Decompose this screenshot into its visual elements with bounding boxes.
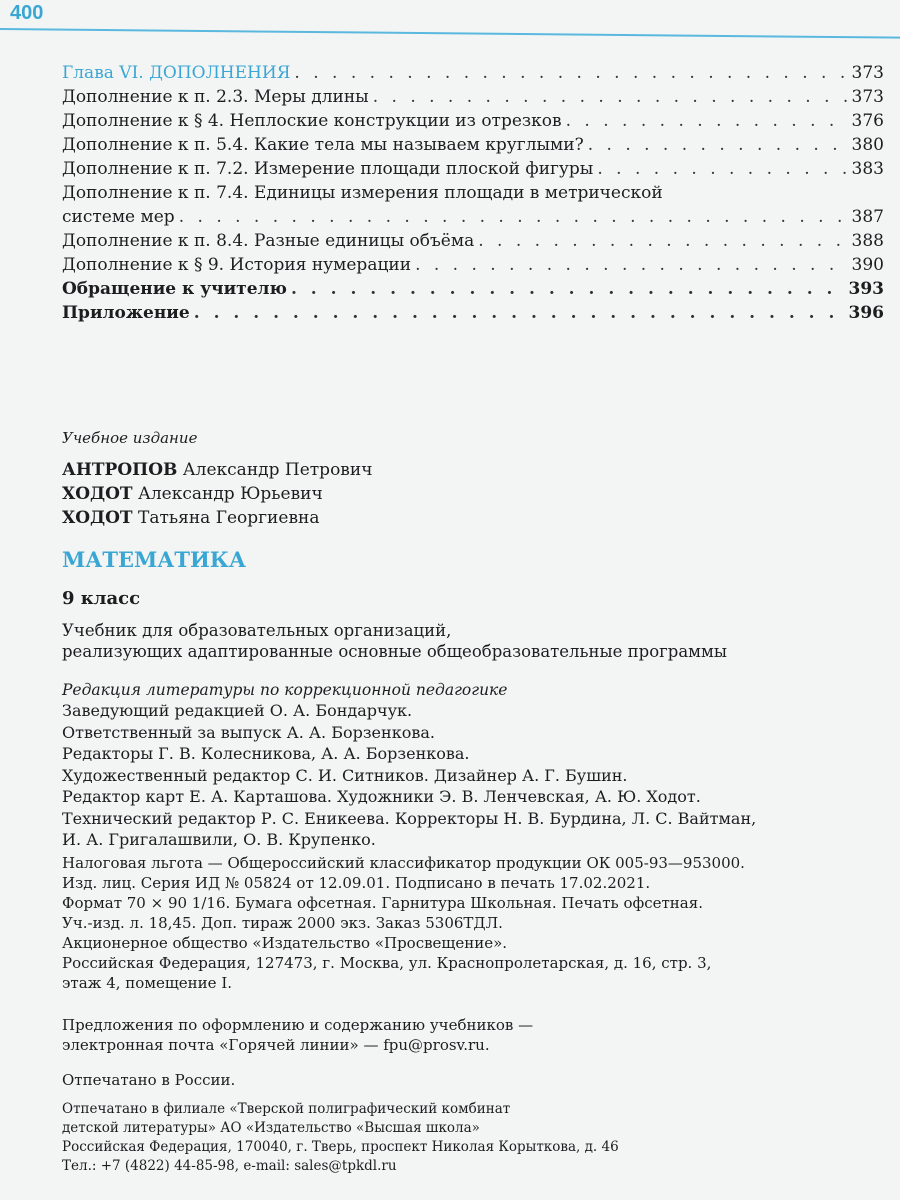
toc-title: системе мер xyxy=(62,207,175,227)
author xyxy=(62,458,862,482)
technical-info xyxy=(62,853,862,933)
toc-title: Дополнение к § 4. Неплоские конструкции из отрезков xyxy=(62,111,562,131)
author-surname: ХОДОТ xyxy=(62,484,133,504)
toc-entry xyxy=(62,228,884,252)
toc-page: 388 xyxy=(851,231,884,251)
staff-line: Ответственный за выпуск А. А. Борзенкова. xyxy=(62,722,435,742)
author xyxy=(62,506,862,530)
toc-page: 393 xyxy=(848,279,884,299)
staff-list xyxy=(62,700,862,851)
toc-page: 387 xyxy=(851,207,884,227)
toc-page: 373 xyxy=(851,87,884,107)
staff-line: Технический редактор Р. С. Еникеева. Корректоры Н. В. Бурдина, Л. С. Вайтман, xyxy=(62,808,757,828)
toc-title: Дополнение к п. 8.4. Разные единицы объёма xyxy=(62,231,475,251)
header-rule xyxy=(0,28,900,39)
toc-entry xyxy=(62,108,884,132)
toc-entry-cont xyxy=(62,204,884,228)
author-name: Александр Петрович xyxy=(182,460,373,480)
publisher-line: Акционерное общество «Издательство «Просвещение». xyxy=(62,934,508,952)
toc-entry xyxy=(62,60,884,84)
staff-line: Художественный редактор С. И. Ситников. Дизайнер А. Г. Бушин. xyxy=(62,765,628,785)
author xyxy=(62,482,862,506)
author-surname: ХОДОТ xyxy=(62,508,133,528)
staff-line: Редактор карт Е. А. Карташова. Художники Э. В. Ленчевская, А. Ю. Ходот. xyxy=(62,787,701,806)
toc-title: Глава VI. ДОПОЛНЕНИЯ xyxy=(62,63,291,83)
toc-page: 373 xyxy=(851,63,884,83)
toc-page: 380 xyxy=(851,135,884,155)
suggestions-line: Предложения по оформлению и содержанию учебников — xyxy=(62,1016,534,1034)
toc-entry xyxy=(62,180,884,204)
toc-entry xyxy=(62,252,884,276)
description xyxy=(62,620,862,662)
suggestions-line: электронная почта «Горячей линии» — fpu@prosv.ru. xyxy=(62,1036,490,1054)
staff-line: Редакторы Г. В. Колесникова, А. А. Борзенкова. xyxy=(62,744,470,763)
toc-page: 390 xyxy=(851,255,884,275)
tech-line: Формат 70 × 90 1/16. Бумага офсетная. Гарнитура Школьная. Печать офсетная. xyxy=(62,894,703,912)
toc-entry xyxy=(62,84,884,108)
toc-title: Дополнение к п. 5.4. Какие тела мы называем круглыми? xyxy=(62,135,584,155)
printer-info xyxy=(62,1100,862,1176)
toc-title: Приложение xyxy=(62,303,190,323)
tech-line: Уч.-изд. л. 18,45. Доп. тираж 2000 экз. Заказ 5306ТДЛ. xyxy=(62,914,503,932)
toc-page: 376 xyxy=(851,111,884,131)
book-title: МАТЕМАТИКА xyxy=(62,547,247,572)
authors xyxy=(62,458,862,530)
editorial-office: Редакция литературы по коррекционной педагогике xyxy=(62,681,508,699)
author-name: Александр Юрьевич xyxy=(137,484,323,504)
description-line: реализующих адаптированные основные общеобразовательные программы xyxy=(62,642,727,661)
suggestions xyxy=(62,1015,862,1055)
table-of-contents xyxy=(62,60,884,324)
printer-line: детской литературы» АО «Издательство «Высшая школа» xyxy=(62,1120,480,1136)
toc-entry xyxy=(62,276,884,300)
toc-title: Дополнение к § 9. История нумерации xyxy=(62,255,412,275)
edition-type: Учебное издание xyxy=(62,429,198,447)
toc-page: 396 xyxy=(848,303,884,323)
publisher-line: этаж 4, помещение I. xyxy=(62,974,233,992)
toc-entry xyxy=(62,300,884,324)
toc-entry xyxy=(62,156,884,180)
printer-line: Тел.: +7 (4822) 44-85-98, e-mail: sales@tpkdl.ru xyxy=(62,1158,397,1174)
grade: 9 класс xyxy=(62,588,141,609)
tech-line: Изд. лиц. Серия ИД № 05824 от 12.09.01. Подписано в печать 17.02.2021. xyxy=(62,874,651,892)
staff-line: И. А. Григалашвили, О. В. Крупенко. xyxy=(62,830,376,849)
toc-title: Дополнение к п. 7.4. Единицы измерения площади в метрической xyxy=(62,183,663,203)
toc-entry xyxy=(62,132,884,156)
printer-line: Российская Федерация, 170040, г. Тверь, проспект Николая Корыткова, д. 46 xyxy=(62,1139,619,1155)
description-line: Учебник для образовательных организаций, xyxy=(62,621,452,640)
page-number: 400 xyxy=(10,2,44,24)
publisher-line: Российская Федерация, 127473, г. Москва, ул. Краснопролетарская, д. 16, стр. 3, xyxy=(62,954,712,972)
author-surname: АНТРОПОВ xyxy=(62,460,178,480)
toc-page: 383 xyxy=(851,159,884,179)
toc-title: Дополнение к п. 2.3. Меры длины xyxy=(62,87,369,107)
toc-title: Обращение к учителю xyxy=(62,279,287,299)
toc-title: Дополнение к п. 7.2. Измерение площади плоской фигуры xyxy=(62,159,594,179)
publisher-info xyxy=(62,933,862,993)
printed-in: Отпечатано в России. xyxy=(62,1071,236,1089)
printer-line: Отпечатано в филиале «Тверской полиграфический комбинат xyxy=(62,1101,511,1117)
author-name: Татьяна Георгиевна xyxy=(137,508,320,528)
staff-line: Заведующий редакцией О. А. Бондарчук. xyxy=(62,701,413,720)
tech-line: Налоговая льгота — Общероссийский классификатор продукции ОК 005-93—953000. xyxy=(62,854,745,872)
